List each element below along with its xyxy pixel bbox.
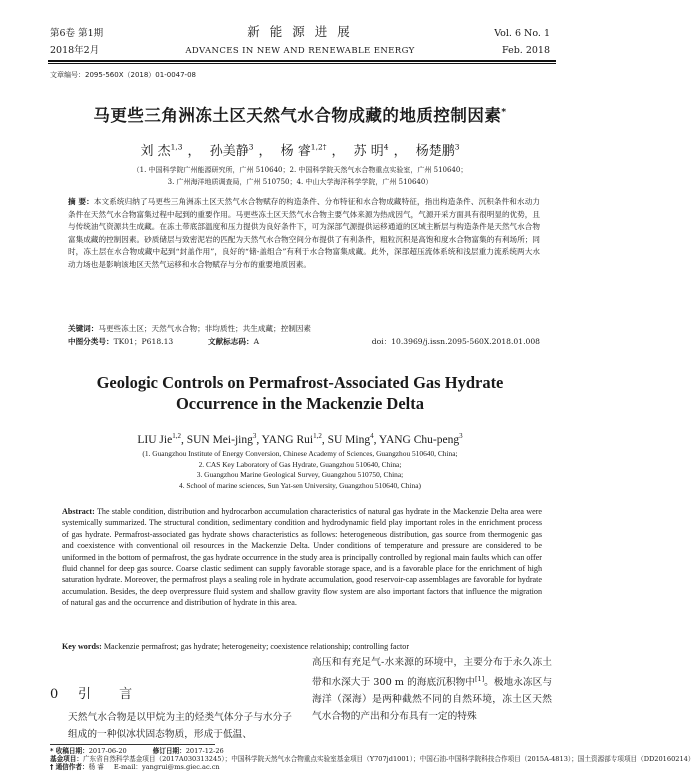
issue-cn: 第6卷 第1期 <box>50 28 104 39</box>
class-value: TK01；P618.13 <box>113 337 174 346</box>
title-cn <box>0 102 600 126</box>
author-separator: , <box>180 433 187 446</box>
footnote-corresponding-author: † 通信作者：杨 睿 E-mail：yangrui@ms.giec.ac.cn <box>50 763 220 771</box>
classification-line <box>68 336 540 348</box>
authors-en <box>0 432 600 446</box>
abstract-cn-text: 本文系统归纳了马更些三角洲冻土区天然气水合物赋存的构造条件、分布特征和水合物成藏特征，指出构造条件、沉积条件和水动力条件在天然气水合物富集过程中起到的重要作用。马更些冻土区天然气水合物主要气体来源为热成因气，气源开采方面具有很明显的优势，且与传统油气资源共生成藏。在冻土带底部温度和压力提供为良好条件下，可为深部气源提供运移通道的区域主断层与构造条件是天然气水合物富集成藏的控制因素。砂质储层与致密泥岩的匹配为天然气水合物空间分布提供了有利条件，粗粒沉积是高饱和度水合物富集的有利场所；同时，冻土层在水合物成藏中起到“封盖作用”，良好的“储-盖组合”有利于水合物富集成藏。此外，深部超压流体系统和浅层重力流系统两大水动力场也是影响该地区天然气运移和水合物赋存与分布的重要地质因素。 <box>68 197 540 269</box>
section-number: 0 <box>50 687 59 702</box>
author-en: YANG Chu-peng$^3$ <box>378 432 463 446</box>
fund-text: 广东省自然科学基金项目（2017A030313245）；中国科学院天然气水合物重点实验室基金项目（Y707jd1001）；中国石油-中国科学院科技合作项目（2015A-4813）；国土资源部专项项目（DD20160214） <box>82 755 694 763</box>
author-separator: , <box>373 433 379 446</box>
section-title: 引 言 <box>78 687 145 702</box>
doc-code: 文献标志码：A <box>208 337 260 346</box>
abstract-en <box>62 506 542 609</box>
date-cn: 2018年2月 <box>50 45 100 56</box>
keywords-en-text: Mackenzie permafrost; gas hydrate; heterogeneity; coexistence relationship; controlling factor <box>103 642 410 651</box>
affiliation-en-line: (1. Guangzhou Institute of Energy Conversion, Chinese Academy of Sciences, Guangzhou 510640, China; <box>142 449 458 458</box>
author-en: LIU Jie$^{1,2}$ <box>137 432 181 446</box>
header-rule-thick <box>48 60 556 62</box>
affiliation-en-line: 2. CAS Key Laboratory of Gas Hydrate, Guangzhou 510640, China; <box>198 459 402 469</box>
abstract-en-label: Abstract: <box>62 507 95 516</box>
keywords-cn-text: 马更些冻土区；天然气水合物；非均质性；共生成藏；控制因素 <box>98 324 311 333</box>
abstract-en-text: The stable condition, distribution and hydrocarbon accumulation characteristics of natural gas hydrate in the Mackenzie Delta area were systemically summarized. The structural condition, sedimentary condition and hydrodynamic field play important roles in the enrichment process of gas hydrate. Permafrost-associated gas hydrate shows characteristics as follows: heterogeneous distribution, gas source from thermogenic gas and coexistence with conventional oil resources in the Mackenzie Delta. Under conditions of temperature and pressure are considered to be uniformed in the bottom of permafrost, the gas hydrate occurrence in the study area is principally controlled by regional main faults which can offer fluid channel for deep gas source. Coarse clastic sediment can supply favorable storage space, and is a favorable place for the enrichment of high saturation hydrate. Moreover, the permafrost plays a sealing role in hydrate accumulation, good reservoir-cap assemblages are favorable for hydrate accumulation. Besides, the deep overpressure fluid system and shallow gravity flow system are also important factors that influence the migration of natural gas and the occurrence and distribution of hydrate in this area. <box>62 507 542 608</box>
footnote-dates: * 收稿日期：2017-06-20 修订日期：2017-12-26 <box>50 747 224 755</box>
authors-cn <box>0 140 600 159</box>
article-number: 文章编号：2095-560X（2018）01-0047-08 <box>50 71 196 79</box>
revised-date: 2017-12-26 <box>185 747 224 755</box>
author-en: SUN Mei-jing$^3$ <box>186 432 257 446</box>
title-en-line-2: Occurrence in the Mackenzie Delta <box>175 394 425 413</box>
author-separator: ， <box>258 144 272 159</box>
affiliations-cn-line-1: （1. 中国科学院广州能源研究所，广州 510640；2. 中国科学院天然气水合物重点实验室，广州 510640； <box>132 166 468 174</box>
author-en: SU Ming$^4$ <box>327 432 374 446</box>
section-heading <box>50 683 144 702</box>
date-en: Feb. 2018 <box>502 45 550 56</box>
keywords-cn-label: 关键词： <box>68 324 99 333</box>
abstract-cn <box>68 196 540 272</box>
author-separator: ， <box>187 144 201 159</box>
header-rule-thin <box>48 63 556 64</box>
affiliations-en <box>0 449 600 491</box>
title-footnote-mark: * <box>501 107 507 118</box>
author-cn: 苏 明$^4$ <box>353 142 389 159</box>
keywords-en-label: Key words: <box>62 642 102 651</box>
keywords-cn <box>68 323 540 335</box>
keywords-en <box>62 641 542 652</box>
author-cn: 杨 睿$^{1,2\dagger}$ <box>280 142 327 159</box>
journal-name-cn: 新 能 源 进 展 <box>247 24 353 39</box>
corresponding-author-email[interactable]: yangrui@ms.giec.ac.cn <box>142 763 220 771</box>
class-label: 中图分类号： <box>68 337 114 346</box>
footnote-fund: 基金项目：广东省自然科学基金项目（2017A030313245）；中国科学院天然气水合物重点实验室基金项目（Y707jd1001）；中国石油-中国科学院科技合作项目（2015A-4813）；国土资源部专项项目（DD20160214） <box>50 755 694 763</box>
body-column-left: 天然气水合物是以甲烷为主的烃类气体分子与水分子组成的一种似冰状固态物质，形成于低温、 <box>68 712 292 740</box>
author-separator: ， <box>331 144 345 159</box>
author-cn: 孙美静$^3$ <box>209 142 254 159</box>
body-text: 高压和有充足气-水来源的环境中，主要分布于永久冻土带和水深大于 300 m 的海底沉积物中 <box>312 657 552 689</box>
author-separator: , <box>321 433 328 446</box>
affiliation-en-line: 4. School of marine sciences, Sun Yat-sen University, Guangzhou 510640, China) <box>179 480 421 490</box>
author-separator: , <box>256 433 262 446</box>
citation: [1] <box>474 675 485 683</box>
title-en <box>0 372 600 414</box>
received-date: 2017-06-20 <box>88 747 127 755</box>
abstract-cn-label: 摘 要： <box>68 197 94 206</box>
body-text: 。极地永冻区与海洋（深海）是两种截然不同的自然环境，冻土区天然气水合物的产出和分布具有一定的特殊 <box>312 677 553 723</box>
doi: doi：10.3969/j.issn.2095-560X.2018.01.008 <box>371 337 540 346</box>
author-separator: ， <box>393 144 407 159</box>
affiliations-cn-line-2: 3. 广州海洋地质调查局，广州 510750；4. 中山大学海洋科学学院，广州 510640） <box>167 178 433 186</box>
title-en-line-1: Geologic Controls on Permafrost-Associated Gas Hydrate <box>96 373 504 392</box>
volume-en: Vol. 6 No. 1 <box>494 28 550 39</box>
author-cn: 杨楚鹏$^3$ <box>415 142 460 159</box>
body-column-right <box>312 654 552 725</box>
corresponding-author-name: 杨 睿 <box>88 763 104 771</box>
footnote-rule <box>50 744 215 745</box>
affiliation-en-line: 3. Guangzhou Marine Geological Survey, Guangzhou 510750, China; <box>196 470 404 480</box>
author-en: YANG Rui$^{1,2}$ <box>261 432 322 446</box>
title-cn-text: 马更些三角洲冻土区天然气水合物成藏的地质控制因素 <box>93 106 502 125</box>
journal-name-en: ADVANCES IN NEW AND RENEWABLE ENERGY <box>185 46 415 56</box>
author-cn: 刘 杰$^{1,3}$ <box>140 142 183 159</box>
